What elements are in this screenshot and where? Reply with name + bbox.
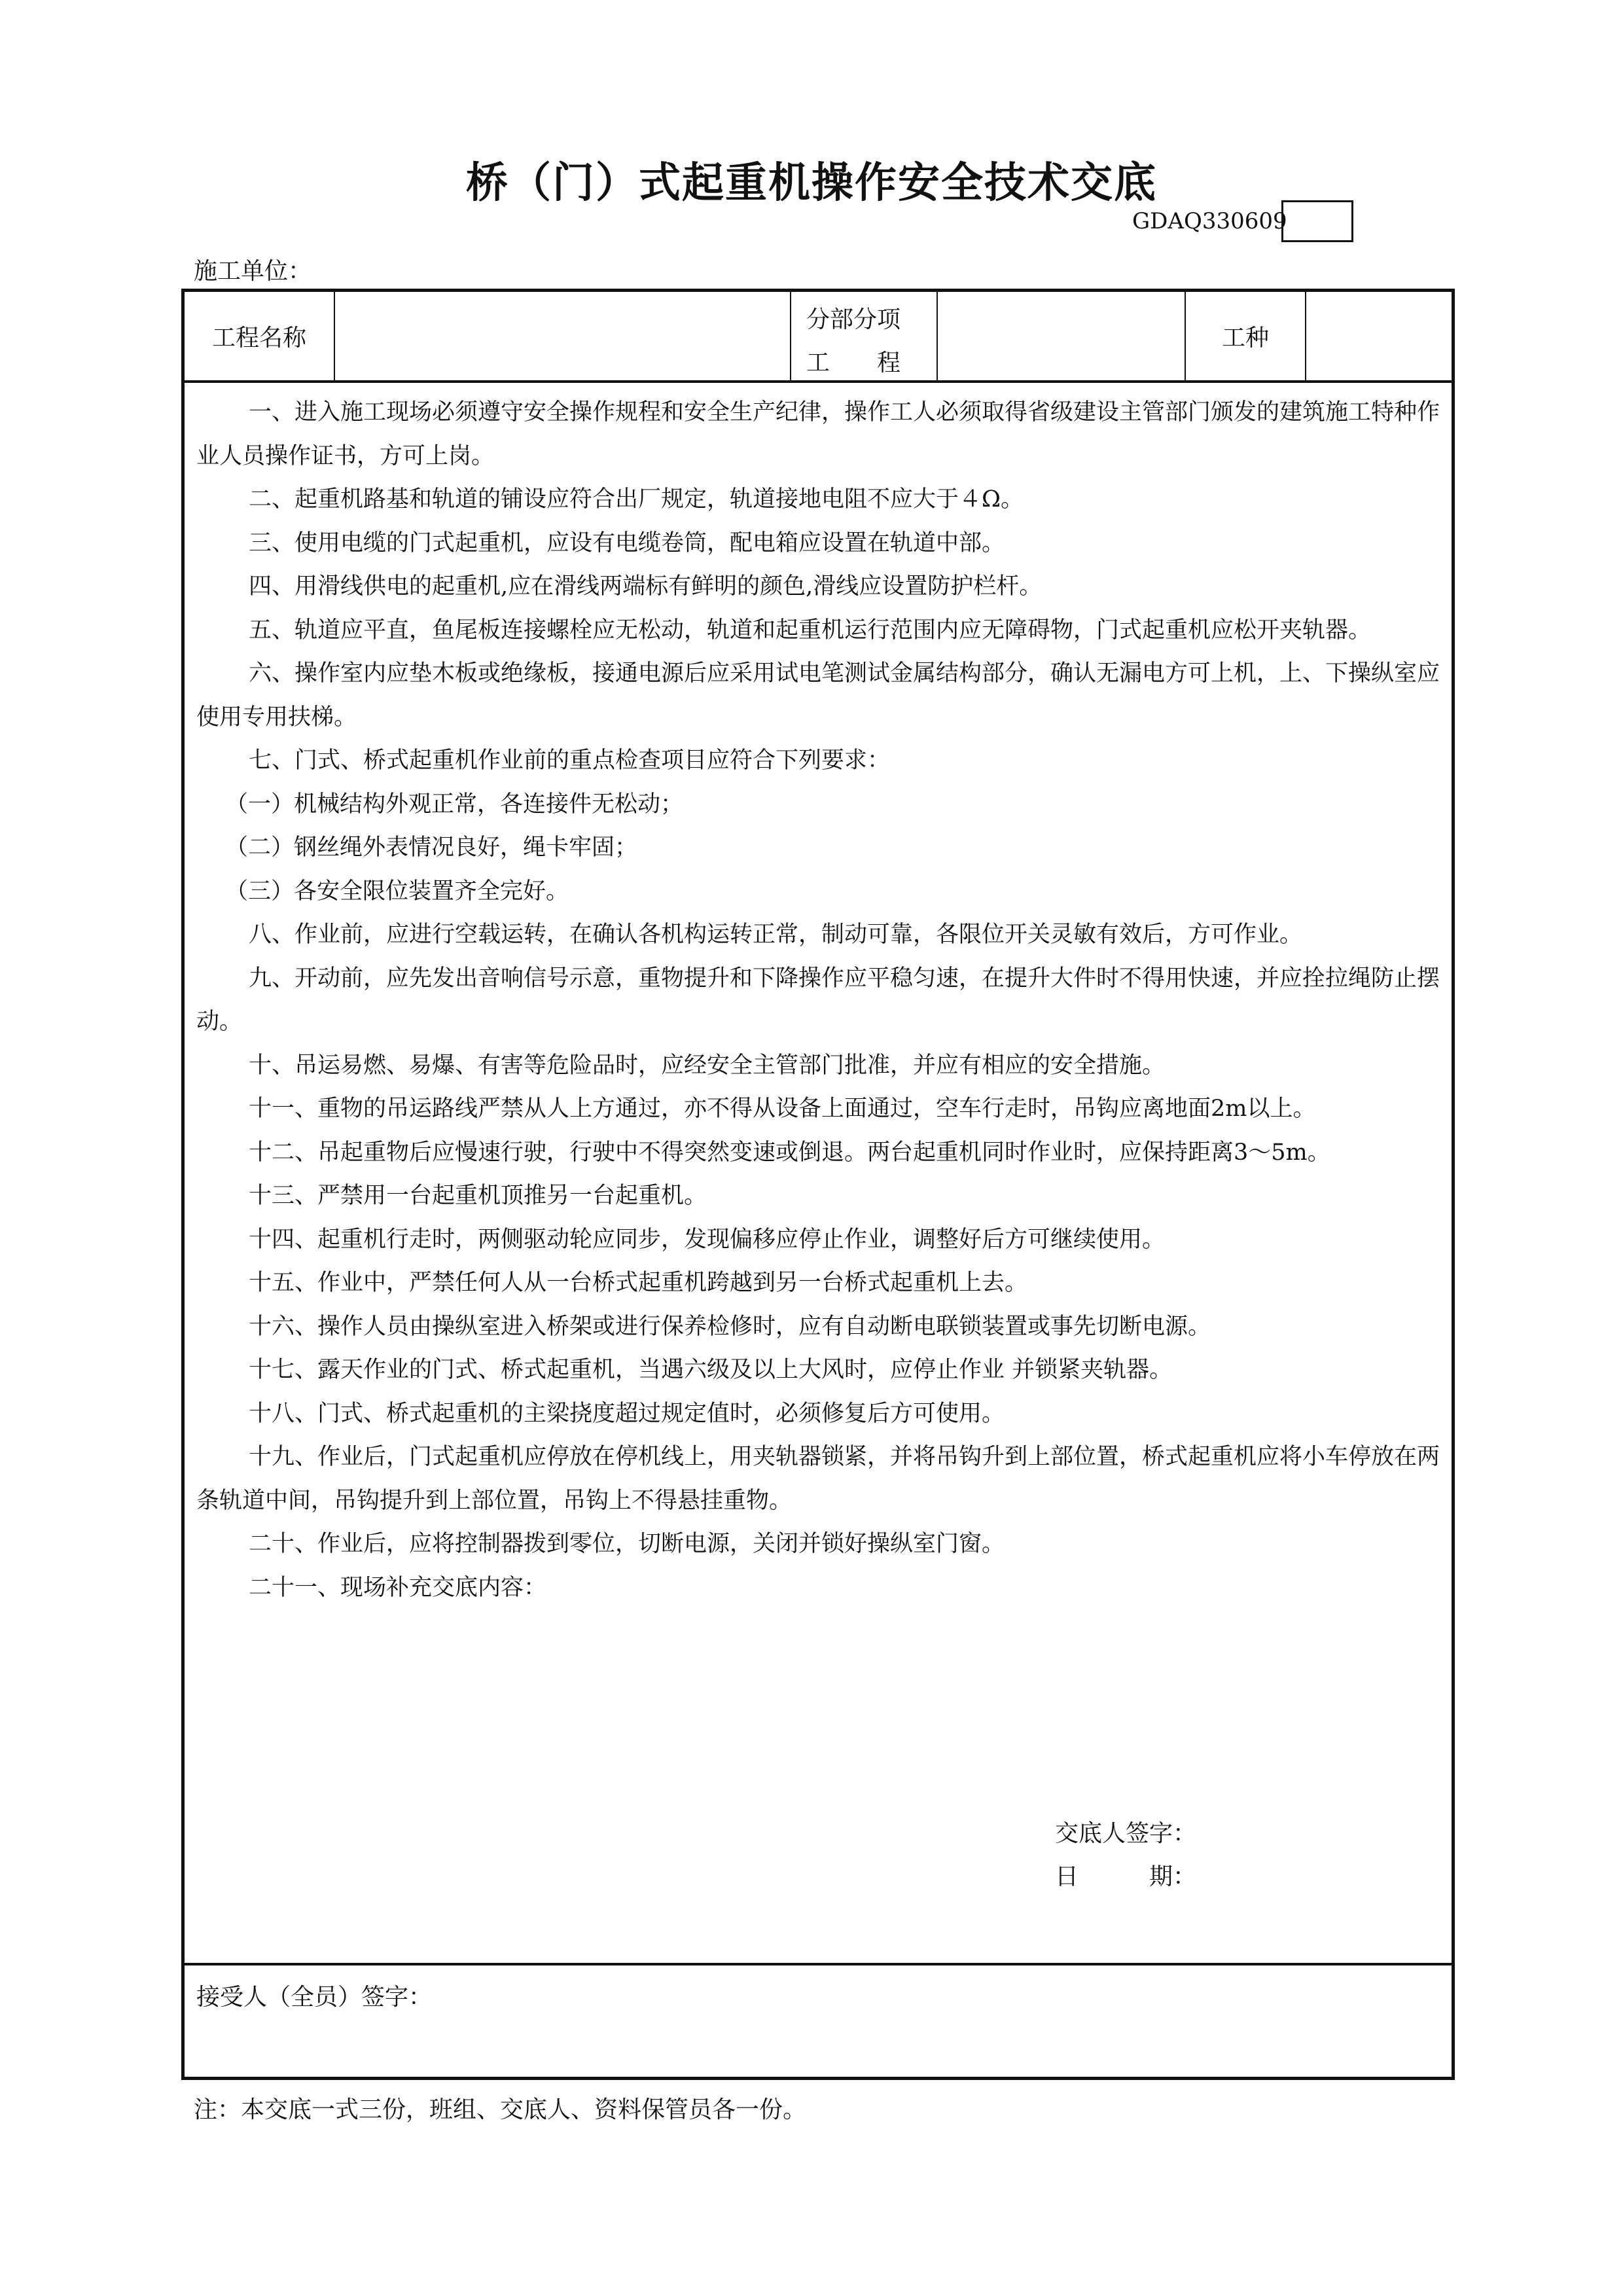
briefing-item: 十六、操作人员由操纵室进入桥架或进行保养检修时，应有自动断电联锁装置或事先切断电源。	[249, 1313, 1211, 1340]
document-title: 桥（门）式起重机操作安全技术交底	[466, 159, 1157, 207]
project-name-field[interactable]	[335, 292, 790, 380]
subdivision-field[interactable]	[938, 292, 1185, 380]
briefing-item: 二十、作业后，应将控制器拨到零位，切断电源，关闭并锁好操纵室门窗。	[249, 1531, 1005, 1557]
briefing-item: 二十一、现场补充交底内容：	[249, 1574, 547, 1601]
briefing-item: 十四、起重机行走时，两侧驱动轮应同步，发现偏移应停止作业，调整好后方可继续使用。	[249, 1226, 1166, 1253]
receiver-signature-label[interactable]: 接受人（全员）签字：	[196, 1984, 433, 2011]
briefing-item: 四、用滑线供电的起重机,应在滑线两端标有鲜明的颜色,滑线应设置防护栏杆。	[249, 573, 1043, 600]
briefing-item: 十九、作业后，门式起重机应停放在停机线上，用夹轨器锁紧，并将吊钩升到上部位置，桥式起重机应将小车停放在两条轨道中间，吊钩提升到上部位置，吊钩上不得悬挂重物。	[196, 1444, 1440, 1514]
project-name-label: 工程名称	[211, 325, 306, 351]
briefing-item: 十八、门式、桥式起重机的主梁挠度超过规定值时，必须修复后方可使用。	[249, 1400, 1005, 1427]
briefing-item: 九、开动前，应先发出音响信号示意，重物提升和下降操作应平稳匀速，在提升大件时不得用快速，并应拴拉绳防止摆动。	[196, 965, 1440, 1035]
briefing-item: 一、进入施工现场必须遵守安全操作规程和安全生产纪律，操作工人必须取得省级建设主管部门颁发的建筑施工特种作业人员操作证书，方可上岗。	[196, 399, 1440, 469]
trade-label: 工种	[1221, 325, 1269, 351]
briefing-item: 十七、露天作业的门式、桥式起重机，当遇六级及以上大风时，应停止作业 并锁紧夹轨器。	[249, 1357, 1173, 1383]
briefing-subitem: （一）机械结构外观正常，各连接件无松动；	[225, 791, 684, 817]
briefing-item: 六、操作室内应垫木板或绝缘板，接通电源后应采用试电笔测试金属结构部分，确认无漏电方可上机，上、下操纵室应使用专用扶梯。	[196, 660, 1440, 730]
header-row	[185, 292, 1452, 383]
briefing-subitem: （二）钢丝绳外表情况良好，绳卡牢固；	[225, 834, 638, 861]
briefing-item: 三、使用电缆的门式起重机，应设有电缆卷筒，配电箱应设置在轨道中部。	[249, 529, 1005, 556]
subdivision-label-line2: 工 程	[806, 350, 901, 376]
footer-note: 注：本交底一式三份，班组、交底人、资料保管员各一份。	[194, 2096, 807, 2123]
briefing-subitem: （三）各安全限位装置齐全完好。	[225, 878, 569, 905]
date-label[interactable]: 日 期：	[1055, 1863, 1197, 1890]
briefing-item: 七、门式、桥式起重机作业前的重点检查项目应符合下列要求：	[249, 747, 891, 774]
briefing-table	[181, 289, 1455, 2080]
briefing-item: 二、起重机路基和轨道的铺设应符合出厂规定，轨道接地电阻不应大于４Ω。	[249, 486, 1024, 512]
briefing-item: 十一、重物的吊运路线严禁从人上方通过，亦不得从设备上面通过，空车行走时，吊钩应离地面2m以上。	[249, 1096, 1316, 1122]
trade-field[interactable]	[1306, 292, 1452, 380]
briefing-item: 十、吊运易燃、易爆、有害等危险品时，应经安全主管部门批准，并应有相应的安全措施。	[249, 1052, 1166, 1079]
code-box-field[interactable]	[1281, 200, 1353, 242]
briefer-signature-label[interactable]: 交底人签字：	[1055, 1820, 1197, 1847]
briefing-item: 五、轨道应平直，鱼尾板连接螺栓应无松动，轨道和起重机运行范围内应无障碍物，门式起重机应松开夹轨器。	[249, 617, 1372, 643]
receiver-row	[185, 1963, 1452, 2077]
briefing-item: 十五、作业中，严禁任何人从一台桥式起重机跨越到另一台桥式起重机上去。	[249, 1270, 1028, 1296]
construction-unit-label: 施工单位：	[194, 258, 312, 285]
briefing-item: 十二、吊起重物后应慢速行驶，行驶中不得突然变速或倒退。两台起重机同时作业时，应保持距离3～5m。	[249, 1139, 1330, 1166]
briefing-item: 十三、严禁用一台起重机顶推另一台起重机。	[249, 1183, 707, 1209]
divider	[790, 292, 791, 380]
briefing-content	[196, 391, 1440, 1609]
briefing-item: 八、作业前，应进行空载运转，在确认各机构运转正常，制动可靠，各限位开关灵敏有效后，方可作业。	[249, 922, 1303, 948]
subdivision-label-line1: 分部分项	[806, 306, 901, 333]
document-code: GDAQ330609	[1132, 208, 1287, 234]
